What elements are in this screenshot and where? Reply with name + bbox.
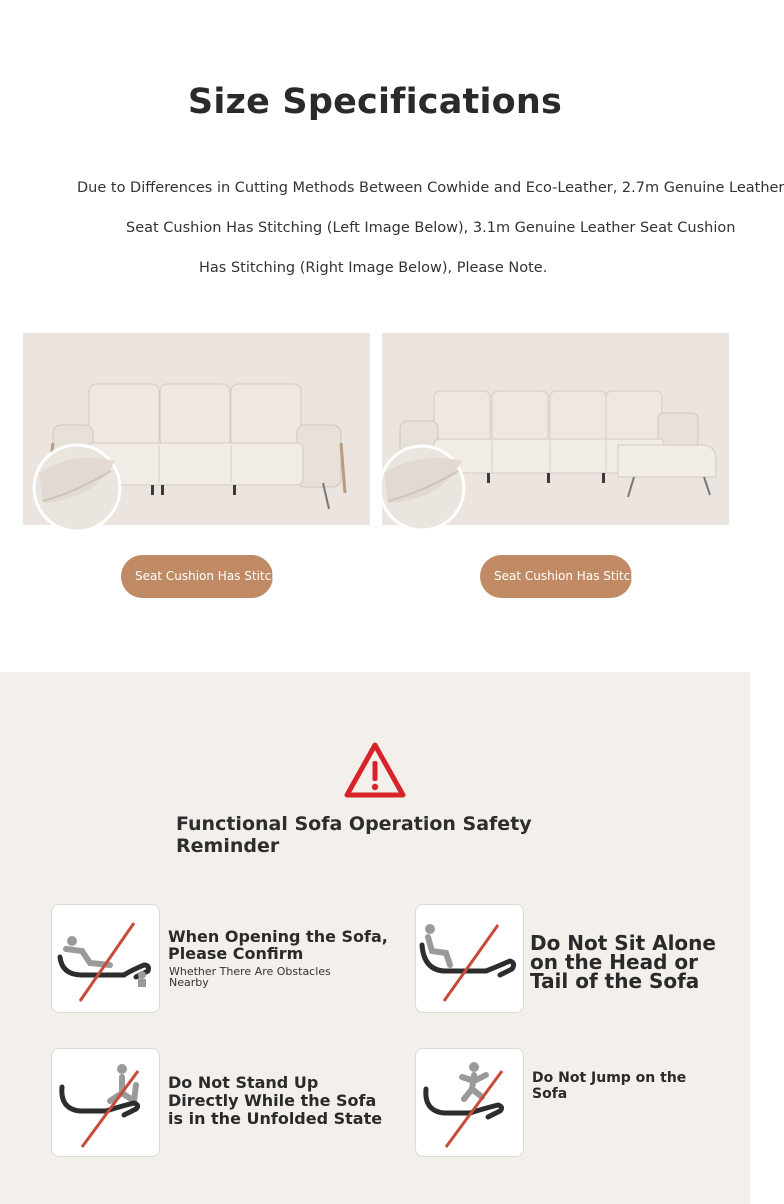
stitching-label-left: Seat Cushion Has Stitching bbox=[121, 555, 273, 598]
sofa-obstacle-icon bbox=[51, 904, 160, 1013]
section-title: Size Specifications bbox=[187, 82, 563, 122]
sofa-photo-2-7m bbox=[23, 333, 370, 525]
sofa-sit-edge-icon bbox=[415, 904, 524, 1013]
safety-reminder-title: Functional Sofa Operation Safety Reminder bbox=[176, 813, 532, 857]
chaise-sofa-image bbox=[382, 333, 729, 525]
reminder-1-subtitle: Whether There Are Obstacles Nearby bbox=[169, 965, 331, 989]
three-seat-sofa-image bbox=[23, 333, 370, 525]
sofa-stand-up-icon bbox=[51, 1048, 160, 1157]
warning-triangle-icon bbox=[344, 742, 406, 800]
note-line-3: Has Stitching (Right Image Below), Please Note. bbox=[199, 260, 548, 276]
reminder-3-title: Do Not Stand Up Directly While the Sofa is in the Unfolded State bbox=[168, 1073, 383, 1128]
stitching-label-right: Seat Cushion Has Stitching bbox=[480, 555, 632, 598]
reminder-2-title: Do Not Sit Alone on the Head or Tail of the Sofa bbox=[530, 931, 716, 993]
reminder-4-title: Do Not Jump on the Sofa bbox=[532, 1070, 687, 1102]
sofa-photo-3-1m bbox=[382, 333, 729, 525]
sofa-jump-icon bbox=[415, 1048, 524, 1157]
reminder-1-title: When Opening the Sofa, Please Confirm bbox=[168, 927, 388, 963]
note-line-1: Due to Differences in Cutting Methods Between Cowhide and Eco-Leather, 2.7m Genuine Leather bbox=[77, 180, 784, 196]
note-line-2: Seat Cushion Has Stitching (Left Image Below), 3.1m Genuine Leather Seat Cushion bbox=[126, 220, 736, 236]
